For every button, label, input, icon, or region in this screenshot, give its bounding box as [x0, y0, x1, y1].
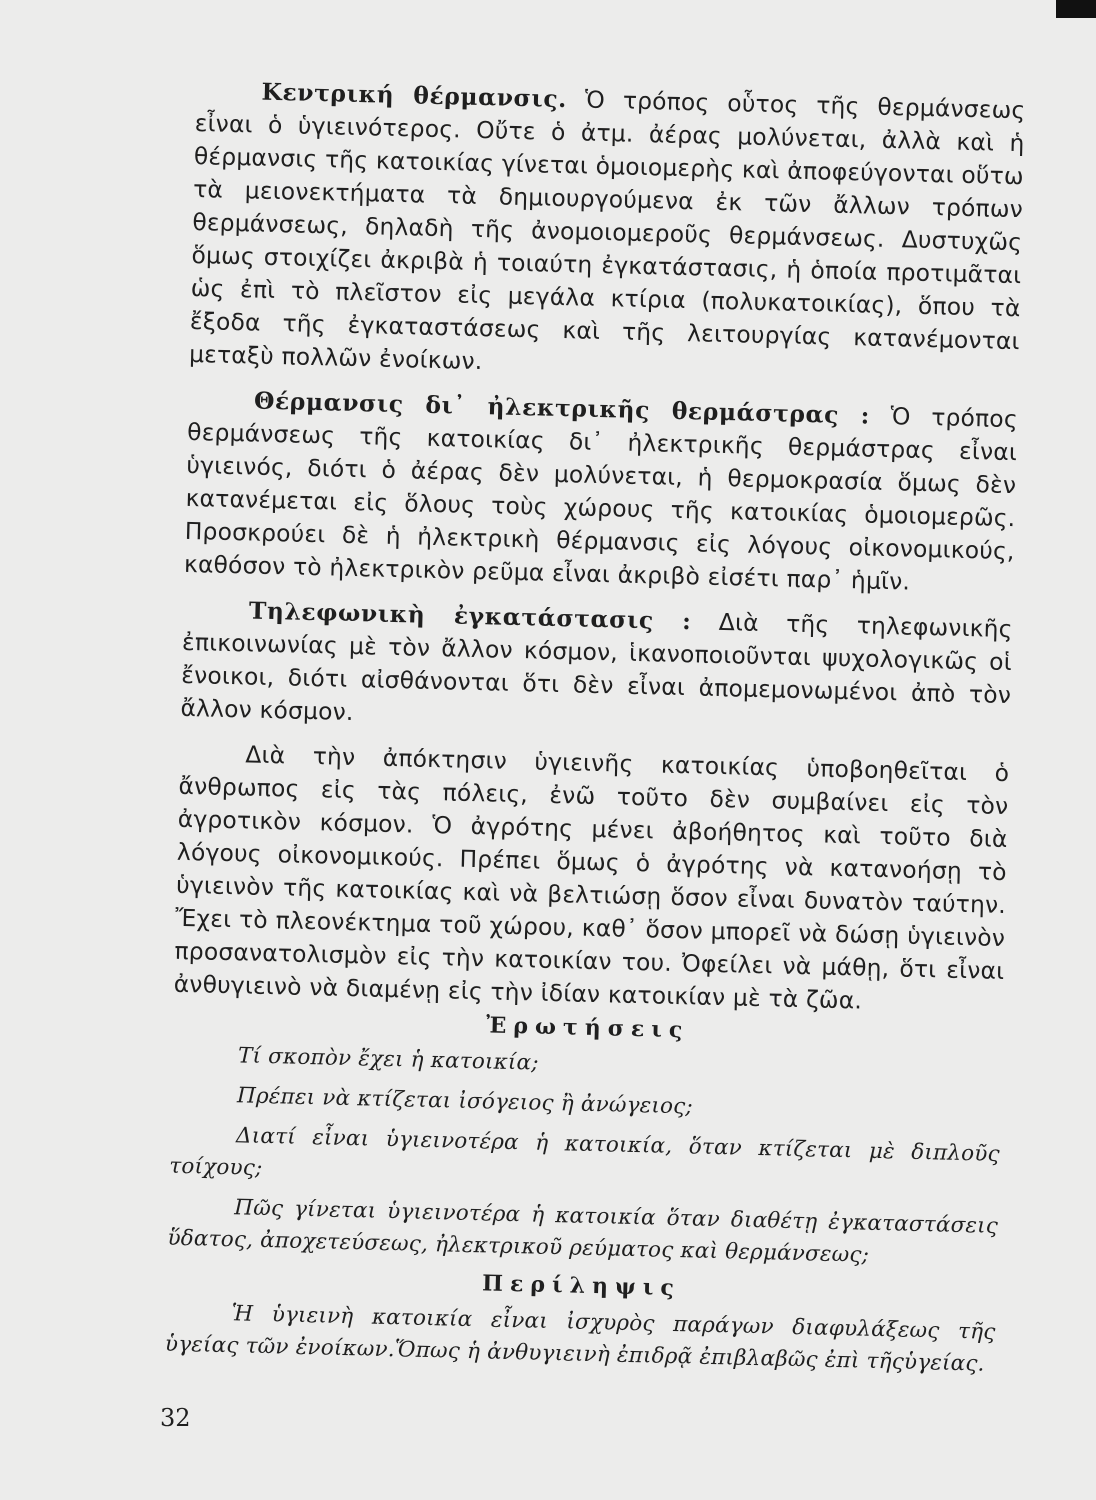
- question-item: Πρέπει νὰ κτίζεται ἰσόγειος ἢ ἀνώγειος;: [236, 1083, 694, 1120]
- section-body: Ὁ τρόπος οὗτος τῆς θερμάνσεως εἶναι ὁ ὑγιεινότερος. Οὔτε ὁ ἀτμ. ἀέρας μολύνεται, ἀλλὰ καὶ ἡ θέρμανσις τῆς κατοικίας γίνεται ὁμοιομερὴς καὶ ἀποφεύγονται οὕτω τὰ μειονεκτήματα τὰ δημιουργούμενα ἐκ τῶν ἄλλων τρόπων θερμάνσεως, δηλαδὴ τῆς ἀνομοιομεροῦς θερμάνσεως. Δυστυχῶς ὅμως στοιχίζει ἀκριβὰ ἡ τοιαύτη ἐγκατάστασις, ἡ ὁποία προτιμᾶται ὡς ἐπὶ τὸ πλεῖστον εἰς μεγάλα κτίρια (πολυκατοικίας), ὅπου τὰ ἔξοδα τῆς ἐγκαταστάσεως καὶ τῆς λειτουργίας κατανέμονται μεταξὺ πολλῶν ἐνοίκων.: [188, 85, 1026, 376]
- section-body: Ὁ τρόπος θερμάνσεως τῆς κατοικίας δι᾽ ἠλεκτρικῆς θερμάστρας εἶναι ὑγιεινός, διότι ὁ ἀέρας δὲν μολύνεται, ἡ θερμοκρασία ὅμως δὲν κατανέμεται εἰς ὅλους τοὺς χώρους τῆς κατοικίας ὁμοιομερῶς. Προσκρούει δὲ ἡ ἠλεκτρικὴ θέρμανσις εἰς λόγους οἰκονομικούς, καθόσον τὸ ἠλεκτρικὸν ρεῦμα εἶναι ἀκριβὸ εἰσέτι παρ᾽ ἡμῖν.: [183, 401, 1019, 596]
- question-item: Διατί εἶναι ὑγιεινοτέρα ἡ κατοικία, ὅταν κτίζεται μὲ διπλοῦς τοίχους;: [169, 1123, 1001, 1181]
- body-paragraph: Διὰ τὴν ἀπόκτησιν ὑγιεινῆς κατοικίας ὑποβοηθεῖται ὁ ἄνθρωπος εἰς τὰς πόλεις, ἐνῶ τοῦτο δὲν συμβαίνει εἰς τὸν ἀγροτικὸν κόσμον. Ὁ ἀγρότης μένει ἀβοήθητος καὶ τοῦτο διὰ λόγους οἰκονομικούς. Πρέπει ὅμως ὁ ἀγρότης νὰ κατανοήσῃ τὸ ὑγιεινὸν τῆς κατοικίας καὶ νὰ βελτιώσῃ ὅσον εἶναι δυνατὸν ταύτην. Ἔχει τὸ πλεονέκτημα τοῦ χώρου, καθ᾽ ὅσον μπορεῖ νὰ δώσῃ ὑγιεινὸν προσανατολισμὸν εἰς τὴν κατοικίαν του. Ὀφείλει νὰ μάθῃ, ὅτι εἶναι ἀνθυγιεινὸ νὰ διαμένῃ εἰς τὴν ἰδίαν κατοικίαν μὲ τὰ ζῶα.: [173, 740, 1010, 1015]
- section-heading: Τηλεφωνικὴ ἐγκατάστασις :: [248, 596, 692, 636]
- summary-text: Ἡ ὑγιεινὴ κατοικία εἶναι ἰσχυρὸς παράγων διαφυλάξεως τῆς ὑγείας τῶν ἐνοίκων.Ὅπως ἡ ἀνθυγιεινὴ ἐπιδρᾷ ἐπιβλαβῶς ἐπὶ τῆςὑγείας.: [164, 1301, 996, 1377]
- section-telephone: [180, 593, 1013, 745]
- section-central-heating: [189, 74, 1026, 391]
- question-item: Τί σκοπὸν ἔχει ἡ κατοικία;: [237, 1043, 540, 1076]
- section-electric-heater: [184, 383, 1019, 601]
- page-number: 32: [160, 1404, 191, 1432]
- section-heading: Θέρμανσις δι᾽ ἠλεκτρικῆς θερμάστρας :: [253, 386, 871, 430]
- scan-corner-mark: [1056, 0, 1096, 18]
- questions-heading: Ἐρωτήσεις: [485, 1012, 690, 1044]
- section-heading: Κεντρική θέρμανσις.: [261, 77, 568, 114]
- section-body: Διὰ τῆς τηλεφωνικῆς ἐπικοινωνίας μὲ τὸν ἄλλον κόσμον, ἱκανοποιοῦνται ψυχολογικῶς οἱ ἔνοικοι, διότι αἰσθάνονται ὅτι δὲν εἶναι ἀπομεμονωμένοι ἀπὸ τὸν ἄλλον κόσμον.: [180, 607, 1014, 727]
- summary-heading: Περίληψις: [481, 1270, 682, 1302]
- question-item: Πῶς γίνεται ὑγιεινοτέρα ἡ κατοικία ὅταν διαθέτῃ ἐγκαταστάσεις ὕδατος, ἀποχετεύσεως, ἠλεκτρικοῦ ρεύματος καὶ θερμάνσεως;: [167, 1195, 999, 1268]
- page-text: [164, 74, 1025, 1389]
